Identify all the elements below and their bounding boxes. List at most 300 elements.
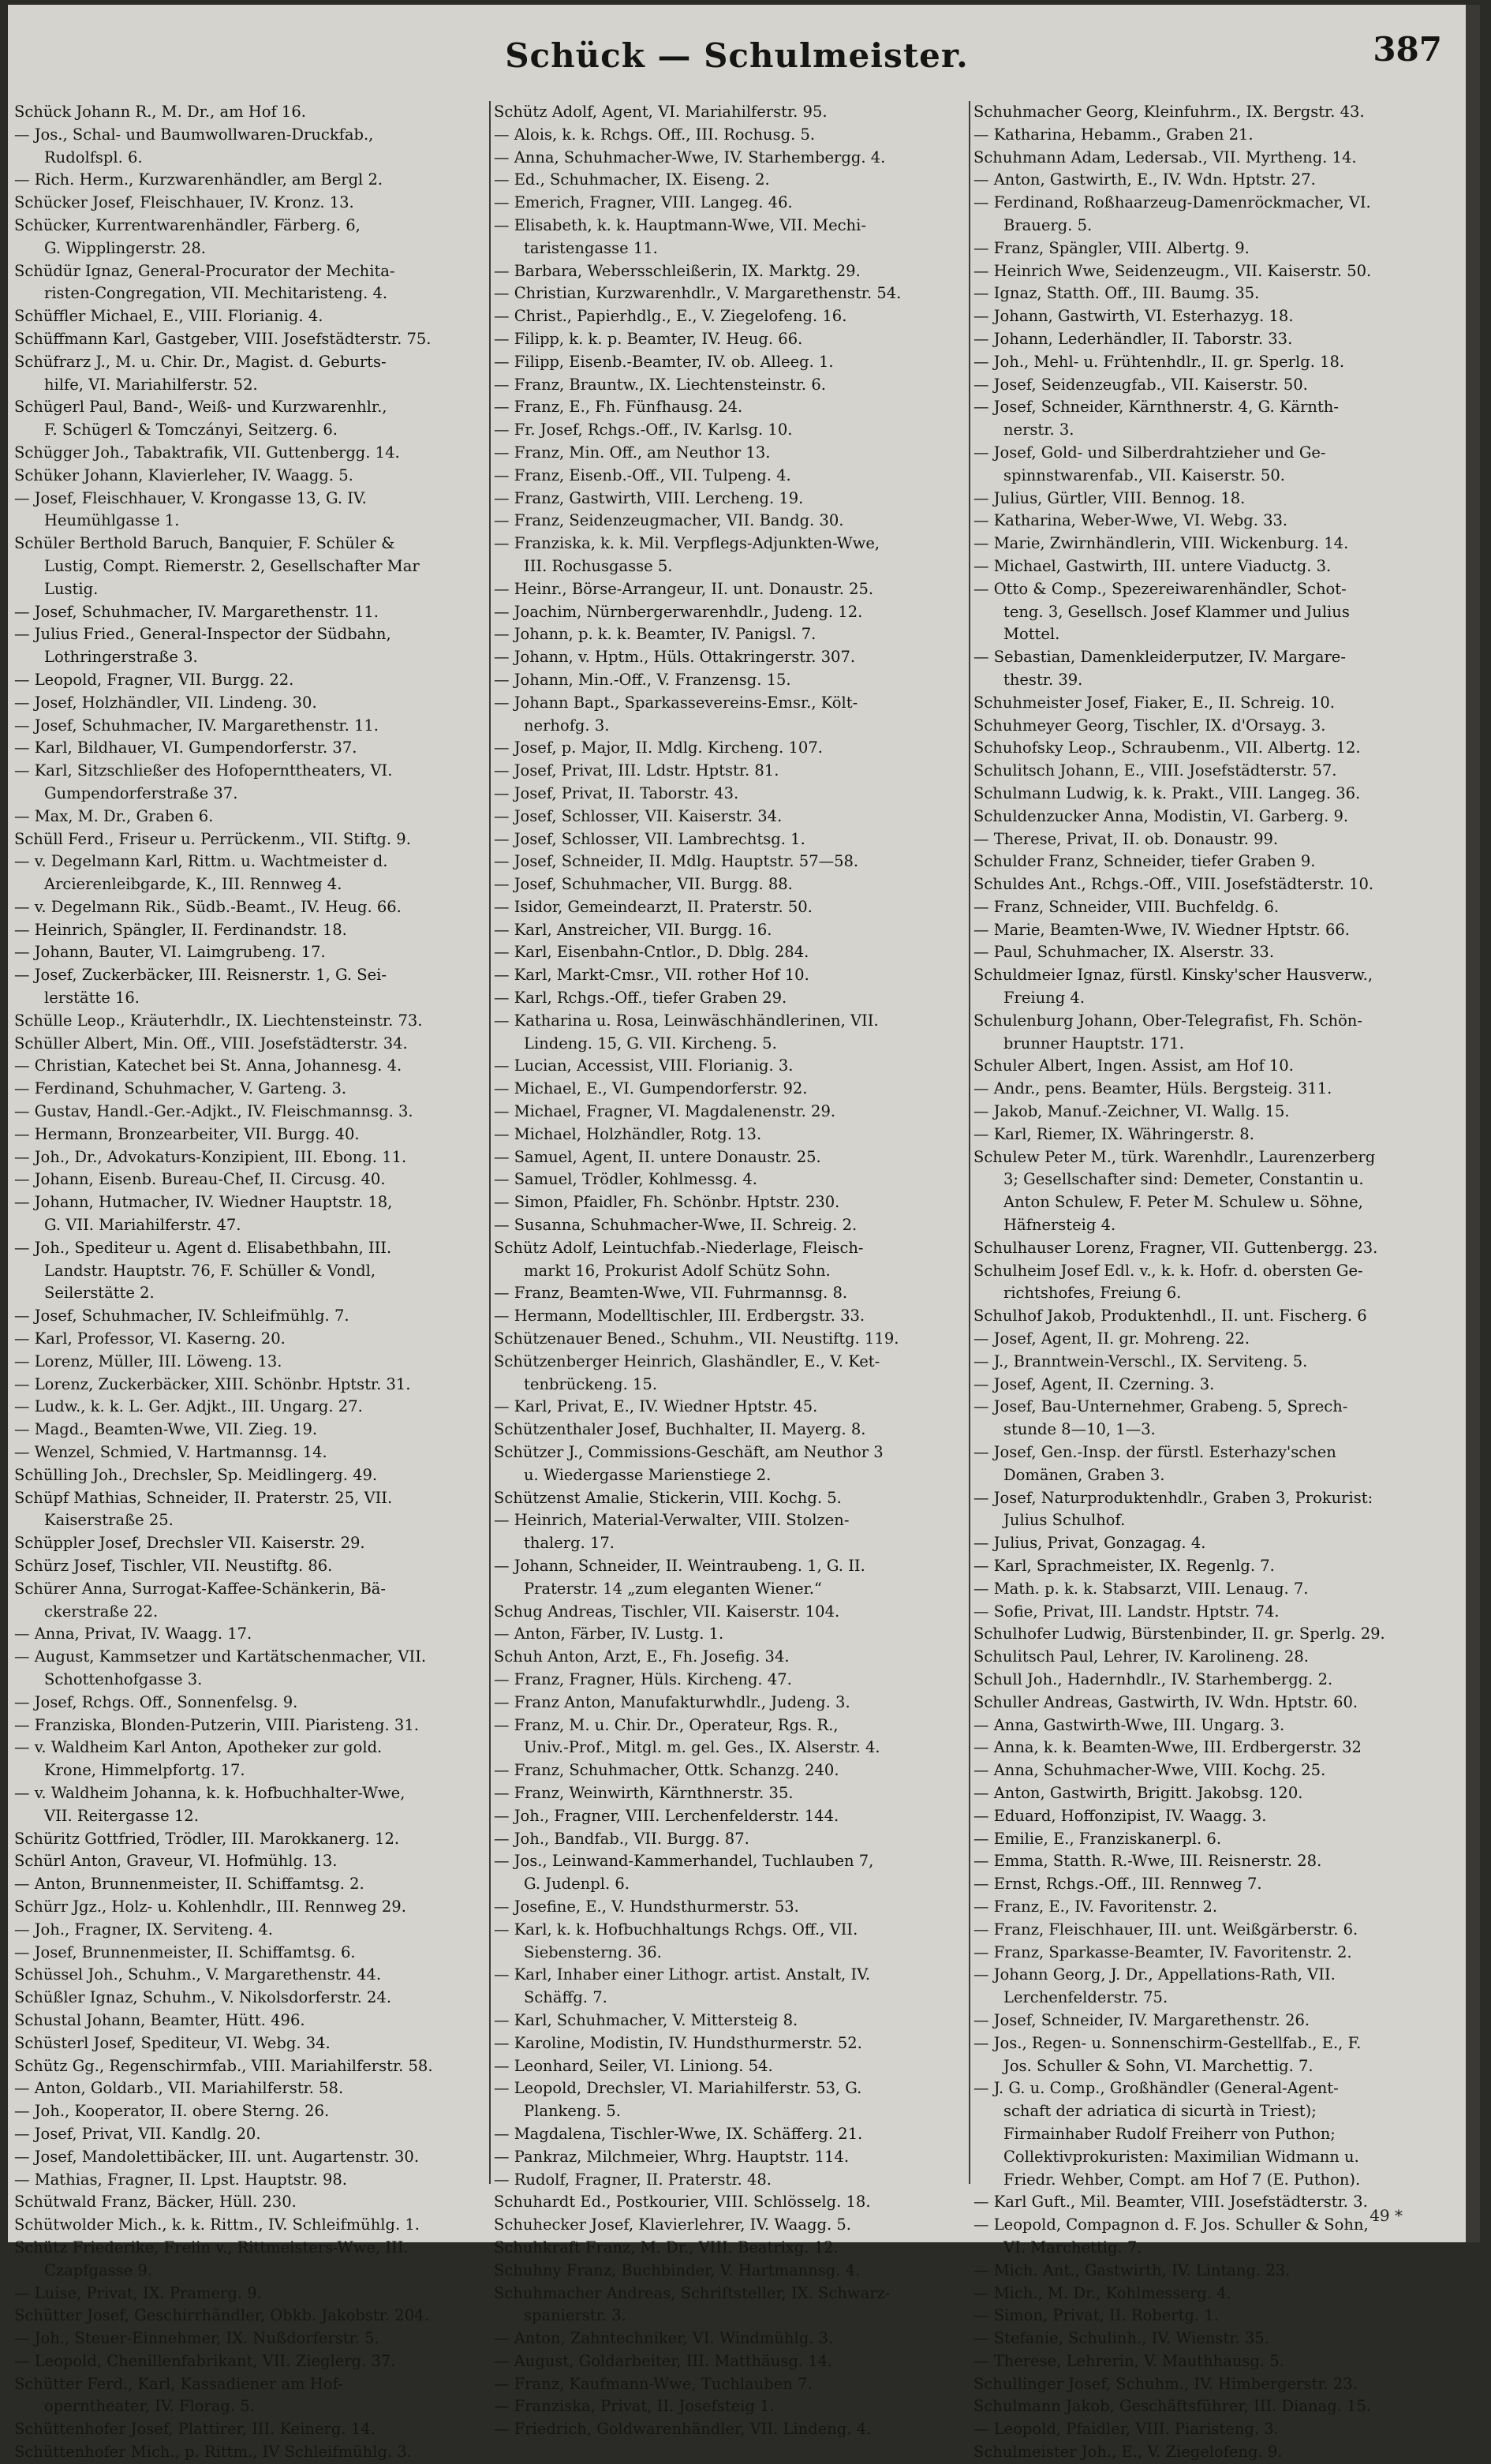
directory-entry: Schuhny Franz, Buchbinder, V. Hartmannsg. 4. (494, 2260, 861, 2279)
directory-entry-continuation: ckerstraße 22. (44, 1602, 159, 1621)
directory-entry: — Otto & Comp., Spezereiwarenhändler, Schot- (973, 579, 1347, 598)
directory-entry: — Johann, Bauter, VI. Laimgrubeng. 17. (14, 943, 326, 962)
directory-entry: — August, Kammsetzer und Kartätschenmacher, VII. (14, 1647, 427, 1666)
directory-entry: Schüffmann Karl, Gastgeber, VIII. Josefstädterstr. 75. (14, 329, 432, 348)
directory-entry: — Joh., Dr., Advokaturs-Konzipient, III. Ebong. 11. (14, 1147, 407, 1166)
directory-entry: — Andr., pens. Beamter, Hüls. Bergsteig. 311. (973, 1079, 1332, 1098)
directory-entry: — Josef, Privat, II. Taborstr. 43. (494, 783, 739, 802)
directory-entry: — Franz, Spängler, VIII. Albertg. 9. (973, 238, 1250, 257)
directory-entry: — Karl, Professor, VI. Kaserng. 20. (14, 1329, 286, 1348)
directory-entry: — Ignaz, Statth. Off., III. Baumg. 35. (973, 284, 1260, 303)
directory-entry-continuation: Jos. Schuller & Sohn, VI. Marchettig. 7. (1003, 2056, 1314, 2075)
directory-entry: — Heinr., Börse-Arrangeur, II. unt. Donaustr. 25. (494, 579, 874, 598)
directory-entry: Schüttenhofer Mich., p. Rittm., IV Schleifmühlg. 3. (14, 2443, 412, 2462)
directory-entry: Schuhmeyer Georg, Tischler, IX. d'Orsayg. 3. (973, 716, 1326, 735)
directory-entry: — Josef, Schneider, IV. Margarethenstr. 26. (973, 2010, 1310, 2029)
directory-entry: Schuldes Ant., Rchgs.-Off., VIII. Josefstädterstr. 10. (973, 875, 1374, 894)
directory-entry: — Josef, Schuhmacher, IV. Margarethenstr. 11. (14, 602, 379, 621)
directory-entry: — Leopold, Drechsler, VI. Mariahilferstr. 53, G. (494, 2079, 862, 2098)
directory-entry: Schütz Gg., Regenschirmfab., VIII. Mariahilferstr. 58. (14, 2056, 433, 2075)
directory-entry: — Anton, Zahntechniker, VI. Windmühlg. 3. (494, 2329, 834, 2348)
directory-entry-continuation: 3; Gesellschafter sind: Demeter, Constantin u. (1003, 1170, 1364, 1189)
directory-entry-continuation: Rudolfspl. 6. (44, 148, 143, 166)
directory-entry: — Anna, k. k. Beamten-Wwe, III. Erdbergerstr. 32 (973, 1738, 1362, 1757)
directory-entry: Schulhofer Ludwig, Bürstenbinder, II. gr. Sperlg. 29. (973, 1625, 1385, 1643)
directory-entry: — Josef, Agent, II. gr. Mohreng. 22. (973, 1329, 1250, 1348)
directory-entry: Schütwald Franz, Bäcker, Hüll. 230. (14, 2193, 297, 2212)
directory-entry: — Leopold, Fragner, VII. Burgg. 22. (14, 670, 294, 689)
directory-entry: — Franz, Schuhmacher, Ottk. Schanzg. 240. (494, 1761, 839, 1780)
directory-entry: — Karl, Schuhmacher, V. Mittersteig 8. (494, 2010, 798, 2029)
directory-entry: — Samuel, Trödler, Kohlmessg. 4. (494, 1170, 757, 1189)
directory-entry: — Lucian, Accessist, VIII. Florianig. 3. (494, 1056, 794, 1075)
page-number: 387 (1373, 30, 1442, 69)
directory-entry: — Sofie, Privat, III. Landstr. Hptstr. 74. (973, 1602, 1280, 1621)
directory-entry: — Franz, Eisenb.-Off., VII. Tulpeng. 4. (494, 466, 791, 484)
directory-entry: — Josefine, E., V. Hundsthurmerstr. 53. (494, 1897, 799, 1916)
directory-entry: — Wenzel, Schmied, V. Hartmannsg. 14. (14, 1443, 327, 1462)
directory-entry-continuation: lerstätte 16. (44, 989, 140, 1008)
directory-entry: — Karl, Markt-Cmsr., VII. rother Hof 10. (494, 966, 809, 985)
directory-entry: — Elisabeth, k. k. Hauptmann-Wwe, VII. Mechi- (494, 215, 866, 234)
directory-entry: — Karl, Inhaber einer Lithogr. artist. Anstalt, IV. (494, 1965, 871, 1984)
directory-entry: — Christian, Katechet bei St. Anna, Johannesg. 4. (14, 1056, 402, 1075)
directory-entry: Schütter Ferd., Karl, Kassadiener am Hof- (14, 2374, 343, 2393)
directory-entry-continuation: Plankeng. 5. (524, 2102, 621, 2121)
directory-entry: Schuhmann Adam, Ledersab., VII. Myrtheng. 14. (973, 148, 1357, 166)
directory-entry: Schüsterl Josef, Spediteur, VI. Webg. 34. (14, 2033, 331, 2052)
directory-entry: Schuldenzucker Anna, Modistin, VI. Garberg. 9. (973, 806, 1349, 825)
directory-entry-continuation: Lothringerstraße 3. (44, 648, 198, 667)
directory-entry: — J. G. u. Comp., Großhändler (General-Agent- (973, 2079, 1339, 2098)
directory-entry-continuation: teng. 3, Gesellsch. Josef Klammer und Julius (1003, 602, 1350, 621)
directory-entry: — August, Goldarbeiter, III. Matthäusg. 14. (494, 2351, 833, 2370)
directory-entry: — Anna, Gastwirth-Wwe, III. Ungarg. 3. (973, 1715, 1285, 1734)
directory-entry: Schügerl Paul, Band-, Weiß- und Kurzwarenhlr., (14, 398, 387, 417)
directory-entry: Schütwolder Mich., k. k. Rittm., IV. Schleifmühlg. 1. (14, 2215, 420, 2234)
directory-entry-continuation: Anton Schulew, F. Peter M. Schulew u. Söhne, (1003, 1193, 1363, 1212)
directory-entry: — Katharina, Weber-Wwe, VI. Webg. 33. (973, 511, 1288, 530)
directory-entry-continuation: Schottenhofgasse 3. (44, 1669, 203, 1688)
directory-entry: — v. Degelmann Karl, Rittm. u. Wachtmeister d. (14, 852, 388, 871)
directory-entry: Schulder Franz, Schneider, tiefer Graben 9. (973, 852, 1316, 871)
directory-entry: Schüppler Josef, Drechsler VII. Kaiserstr. 29. (14, 1534, 365, 1553)
directory-entry: — Josef, Gold- und Silberdrahtzieher und Ge- (973, 443, 1326, 462)
directory-entry: — Ferdinand, Roßhaarzeug-Damenröckmacher, VI. (973, 193, 1371, 212)
directory-entry: — Joh., Fragner, IX. Serviteng. 4. (14, 1920, 273, 1939)
directory-entry: — Leonhard, Seiler, VI. Liniong. 54. (494, 2056, 773, 2075)
directory-entry-continuation: Kaiserstraße 25. (44, 1511, 174, 1530)
directory-entry: — Rudolf, Fragner, II. Praterstr. 48. (494, 2170, 772, 2189)
directory-entry: Schüßler Ignaz, Schuhm., V. Nikolsdorferstr. 24. (14, 1988, 392, 2007)
directory-entry: — Josef, Gen.-Insp. der fürstl. Esterhazy'schen (973, 1443, 1336, 1462)
directory-entry-continuation: Gumpendorferstraße 37. (44, 783, 238, 802)
directory-entry: — Ed., Schuhmacher, IX. Eiseng. 2. (494, 170, 770, 189)
directory-entry: — Karoline, Modistin, IV. Hundsthurmerstr. 52. (494, 2033, 862, 2052)
directory-entry: — Michael, E., VI. Gumpendorferstr. 92. (494, 1079, 808, 1098)
directory-entry: — Josef, Privat, III. Ldstr. Hptstr. 81. (494, 761, 779, 780)
directory-entry: — Therese, Privat, II. ob. Donaustr. 99. (973, 829, 1279, 848)
directory-entry: — Johann, Eisenb. Bureau-Chef, II. Circusg. 40. (14, 1170, 386, 1189)
directory-entry: Schulmann Ludwig, k. k. Prakt., VIII. Langeg. 36. (973, 783, 1361, 802)
directory-entry: Schug Andreas, Tischler, VII. Kaiserstr. 104. (494, 1602, 840, 1621)
directory-entry: — Lorenz, Zuckerbäcker, XIII. Schönbr. Hptstr. 31. (14, 1374, 411, 1393)
directory-entry: — Christ., Papierhdlg., E., V. Ziegelofeng. 16. (494, 307, 847, 326)
directory-entry: — Josef, Zuckerbäcker, III. Reisnerstr. 1, G. Sei- (14, 966, 387, 985)
directory-entry: — Anna, Schuhmacher-Wwe, IV. Starhembergg. 4. (494, 148, 886, 166)
directory-entry: — Susanna, Schuhmacher-Wwe, II. Schreig. 2. (494, 1216, 858, 1235)
directory-entry: — Josef, Schlosser, VII. Lambrechtsg. 1. (494, 829, 805, 848)
directory-entry-continuation: brunner Hauptstr. 171. (1003, 1034, 1184, 1053)
directory-entry: — Anton, Färber, IV. Lustg. 1. (494, 1625, 724, 1643)
directory-entry-continuation: Collektivprokuristen: Maximilian Widmann u. (1003, 2147, 1359, 2166)
directory-entry: — Mathias, Fragner, II. Lpst. Hauptstr. 98. (14, 2170, 348, 2189)
directory-entry: — Marie, Beamten-Wwe, IV. Wiedner Hptstr. 66. (973, 920, 1351, 939)
directory-entry: Schustal Johann, Beamter, Hütt. 496. (14, 2010, 305, 2029)
directory-entry: — Jos., Schal- und Baumwollwaren-Druckfab., (14, 125, 374, 144)
signature-mark: 49 * (1370, 2206, 1403, 2225)
directory-entry: Schuhardt Ed., Postkourier, VIII. Schlösselg. 18. (494, 2193, 871, 2212)
directory-entry-continuation: Lerchenfelderstr. 75. (1003, 1988, 1168, 2007)
directory-entry: — Josef, Naturproduktenhdlr., Graben 3, Prokurist: (973, 1488, 1373, 1507)
directory-entry: — Heinrich, Material-Verwalter, VIII. Stolzen- (494, 1511, 850, 1530)
directory-entry: — Franz, Fleischhauer, III. unt. Weißgärberstr. 6. (973, 1920, 1358, 1939)
directory-entry: — Leopold, Compagnon d. F. Jos. Schuller & Sohn, (973, 2215, 1369, 2234)
directory-entry: — Franz, Beamten-Wwe, VII. Fuhrmannsg. 8. (494, 1284, 848, 1303)
directory-entry: — Katharina u. Rosa, Leinwäschhändlerinen, VII. (494, 1011, 879, 1030)
directory-entry: — Paul, Schuhmacher, IX. Alserstr. 33. (973, 943, 1275, 962)
directory-entry: — Max, M. Dr., Graben 6. (14, 806, 214, 825)
directory-entry: — Therese, Lehrerin, V. Mauthhausg. 5. (973, 2351, 1284, 2370)
directory-entry-continuation: spinnstwarenfab., VII. Kaiserstr. 50. (1003, 466, 1285, 484)
directory-entry-continuation: thestr. 39. (1003, 670, 1083, 689)
directory-entry: — Isidor, Gemeindearzt, II. Praterstr. 50. (494, 897, 813, 916)
directory-entry-continuation: schaft der adriatica di sicurtà in Triest); (1003, 2102, 1317, 2121)
directory-entry: — Friedrich, Goldwarenhändler, VII. Lindeng. 4. (494, 2420, 872, 2439)
directory-entry: Schüfrarz J., M. u. Chir. Dr., Magist. d. Geburts- (14, 352, 387, 371)
directory-entry: — Johann, v. Hptm., Hüls. Ottakringerstr. 307. (494, 648, 856, 667)
directory-entry: — Johann, Hutmacher, IV. Wiedner Hauptstr. 18, (14, 1193, 393, 1212)
directory-entry-continuation: u. Wiedergasse Marienstiege 2. (524, 1465, 772, 1484)
directory-entry: Schüller Albert, Min. Off., VIII. Josefstädterstr. 34. (14, 1034, 408, 1053)
directory-entry: Schulew Peter M., türk. Warenhdlr., Laurenzerberg (973, 1147, 1376, 1166)
directory-entry-continuation: nerhofg. 3. (524, 716, 610, 735)
directory-entry-continuation: III. Rochusgasse 5. (524, 556, 673, 575)
directory-entry: — Filipp, k. k. p. Beamter, IV. Heug. 66. (494, 329, 803, 348)
directory-entry: — Samuel, Agent, II. untere Donaustr. 25. (494, 1147, 821, 1166)
directory-entry: — Julius, Gürtler, VIII. Bennog. 18. (973, 488, 1246, 507)
directory-entry: — Emerich, Fragner, VIII. Langeg. 46. (494, 193, 793, 212)
directory-entry-continuation: stunde 8—10, 1—3. (1003, 1420, 1156, 1439)
directory-entry-continuation: thalerg. 17. (524, 1534, 615, 1553)
directory-entry: — Magdalena, Tischler-Wwe, IX. Schäfferg. 21. (494, 2124, 863, 2143)
directory-entry: — Joh., Kooperator, II. obere Sterng. 26. (14, 2102, 330, 2121)
directory-entry: — Josef, p. Major, II. Mdlg. Kircheng. 107. (494, 738, 823, 757)
directory-entry: Schüdür Ignaz, General-Procurator der Mechita- (14, 261, 395, 280)
directory-entry: — Karl, Sitzschließer des Hofopernttheaters, VI. (14, 761, 393, 780)
directory-entry: — Karl Guft., Mil. Beamter, VIII. Josefstädterstr. 3. (973, 2193, 1368, 2212)
directory-entry: Schütz Adolf, Agent, VI. Mariahilferstr. 95. (494, 103, 828, 121)
directory-entry: — Franz, Brauntw., IX. Liechtensteinstr. 6. (494, 375, 826, 394)
directory-entry: Schüler Berthold Baruch, Banquier, F. Schüler & (14, 534, 395, 553)
directory-entry: — Franz, Schneider, VIII. Buchfeldg. 6. (973, 897, 1280, 916)
directory-entry: — Mich., M. Dr., Kohlmesserg. 4. (973, 2283, 1231, 2302)
directory-entry: — Jos., Leinwand-Kammerhandel, Tuchlauben 7, (494, 1852, 874, 1871)
directory-entry-continuation: Freiung 4. (1003, 989, 1086, 1008)
directory-entry: — Rich. Herm., Kurzwarenhändler, am Bergl 2. (14, 170, 383, 189)
directory-entry: — Pankraz, Milchmeier, Whrg. Hauptstr. 114. (494, 2147, 850, 2166)
directory-entry-continuation: Häfnersteig 4. (1003, 1216, 1116, 1235)
directory-entry-continuation: Julius Schulhof. (1003, 1511, 1126, 1530)
directory-entry: Schürr Jgz., Holz- u. Kohlenhdlr., III. Rennweg 29. (14, 1897, 406, 1916)
directory-entry: — Johann, Schneider, II. Weintraubeng. 1, G. II. (494, 1557, 865, 1575)
directory-entry: Schulhauser Lorenz, Fragner, VII. Guttenbergg. 23. (973, 1238, 1378, 1257)
directory-entry-continuation: Landstr. Hauptstr. 76, F. Schüller & Vondl, (44, 1261, 376, 1280)
directory-entry-continuation: Brauerg. 5. (1003, 215, 1093, 234)
directory-entry: — Johann, Lederhändler, II. Taborstr. 33. (973, 329, 1293, 348)
directory-entry: — Filipp, Eisenb.-Beamter, IV. ob. Alleeg. 1. (494, 352, 834, 371)
directory-entry-continuation: Heumühlgasse 1. (44, 511, 180, 530)
directory-entry: Schützer J., Commissions-Geschäft, am Neuthor 3 (494, 1443, 884, 1462)
directory-entry: — Franz, Sparkasse-Beamter, IV. Favoritenstr. 2. (973, 1942, 1352, 1961)
directory-entry: — Christian, Kurzwarenhdlr., V. Margarethenstr. 54. (494, 284, 902, 303)
directory-entry: Schuhmacher Georg, Kleinfuhrm., IX. Bergstr. 43. (973, 103, 1365, 121)
directory-entry: — Franz, Gastwirth, VIII. Lercheng. 19. (494, 488, 804, 507)
directory-entry: — Anton, Gastwirth, Brigitt. Jakobsg. 120. (973, 1783, 1303, 1802)
directory-entry: Schüffler Michael, E., VIII. Florianig. 4. (14, 307, 323, 326)
directory-entry-continuation: Krone, Himmelpfortg. 17. (44, 1761, 245, 1780)
directory-entry: Schuhecker Josef, Klavierlehrer, IV. Waagg. 5. (494, 2215, 851, 2234)
directory-entry-continuation: Seilerstätte 2. (44, 1284, 155, 1303)
directory-entry: — Franz, Min. Off., am Neuthor 13. (494, 443, 771, 462)
directory-entry: — Emma, Statth. R.-Wwe, III. Reisnerstr. 28. (973, 1852, 1322, 1871)
directory-entry: — Mich. Ant., Gastwirth, IV. Lintang. 23. (973, 2260, 1291, 2279)
directory-entry: — Josef, Schuhmacher, VII. Burgg. 88. (494, 875, 793, 894)
directory-entry: — Franz Anton, Manufakturwhdlr., Judeng. 3. (494, 1692, 850, 1711)
directory-entry-continuation: nerstr. 3. (1003, 421, 1074, 439)
directory-entry: Schüssel Joh., Schuhm., V. Margarethenstr. 44. (14, 1965, 382, 1984)
directory-entry: — Julius Fried., General-Inspector der Südbahn, (14, 625, 391, 644)
directory-entry-continuation: Schäffg. 7. (524, 1988, 607, 2007)
directory-entry-continuation: Lindeng. 15, G. VII. Kircheng. 5. (524, 1034, 777, 1053)
directory-entry: — Johann, Min.-Off., V. Franzensg. 15. (494, 670, 791, 689)
directory-entry: Schuhmacher Andreas, Schriftsteller, IX. Schwarz- (494, 2283, 891, 2302)
directory-entry: Schürl Anton, Graveur, VI. Hofmühlg. 13. (14, 1852, 338, 1871)
directory-entry: — Simon, Privat, II. Robertg. 1. (973, 2306, 1219, 2325)
directory-entry: — Stefanie, Schulinh., IV. Wienstr. 35. (973, 2329, 1269, 2348)
directory-column-1 (14, 101, 484, 2462)
directory-entry: — Karl, Riemer, IX. Währingerstr. 8. (973, 1124, 1254, 1143)
directory-entry: Schuhkraft Franz, M. Dr., VIII. Beatrixg. 12. (494, 2238, 839, 2256)
directory-entry: — J., Branntwein-Verschl., IX. Serviteng. 5. (973, 1352, 1308, 1370)
directory-entry: — Simon, Pfaidler, Fh. Schönbr. Hptstr. 230. (494, 1193, 840, 1212)
directory-entry: — Josef, Mandolettibäcker, III. unt. Augartenstr. 30. (14, 2147, 420, 2166)
directory-entry-continuation: G. Judenpl. 6. (524, 1875, 630, 1894)
directory-entry: Schücker, Kurrentwarenhändler, Färberg. 6, (14, 215, 361, 234)
directory-entry: — Karl, k. k. Hofbuchhaltungs Rchgs. Off., VII. (494, 1920, 858, 1939)
directory-entry: — Josef, Schneider, II. Mdlg. Hauptstr. 57—58. (494, 852, 859, 871)
directory-entry: — Luise, Privat, IX. Pramerg. 9. (14, 2283, 262, 2302)
directory-entry: — Hermann, Modelltischler, III. Erdbergstr. 33. (494, 1307, 865, 1325)
directory-entry: Schulhof Jakob, Produktenhdl., II. unt. Fischerg. 6 (973, 1307, 1367, 1325)
directory-entry: — Franziska, Privat, II. Josefsteig 1. (494, 2397, 775, 2416)
directory-entry: Schützenst Amalie, Stickerin, VIII. Kochg. 5. (494, 1488, 842, 1507)
directory-entry: — Josef, Schneider, Kärnthnerstr. 4, G. Kärnth- (973, 398, 1339, 417)
directory-entry: — Karl, Bildhauer, VI. Gumpendorferstr. 37. (14, 738, 357, 757)
directory-entry: — Franz, E., Fh. Fünfhausg. 24. (494, 398, 743, 417)
directory-entry-continuation: G. Wipplingerstr. 28. (44, 238, 206, 257)
directory-entry: — Anton, Brunnenmeister, II. Schiffamtsg. 2. (14, 1875, 364, 1894)
directory-entry: — Joh., Bandfab., VII. Burgg. 87. (494, 1829, 749, 1848)
directory-entry: — Hermann, Bronzearbeiter, VII. Burgg. 40. (14, 1124, 360, 1143)
directory-entry: — Josef, Schuhmacher, IV. Margarethenstr. 11. (14, 716, 379, 735)
directory-entry: — Josef, Seidenzeugfab., VII. Kaiserstr. 50. (973, 375, 1308, 394)
directory-entry: Schüll Ferd., Friseur u. Perrückenm., VII. Stiftg. 9. (14, 829, 411, 848)
directory-entry: — Jos., Regen- u. Sonnenschirm-Gestellfab., E., F. (973, 2033, 1362, 2052)
directory-entry: — Jakob, Manuf.-Zeichner, VI. Wallg. 15. (973, 1102, 1290, 1121)
directory-entry: — Michael, Fragner, VI. Magdalenenstr. 29. (494, 1102, 836, 1121)
directory-entry-continuation: tenbrückeng. 15. (524, 1374, 658, 1393)
directory-entry: Schuhmeister Josef, Fiaker, E., II. Schreig. 10. (973, 693, 1335, 712)
directory-entry: — Heinrich Wwe, Seidenzeugm., VII. Kaiserstr. 50. (973, 261, 1372, 280)
directory-entry: Schürz Josef, Tischler, VII. Neustiftg. 86. (14, 1557, 333, 1575)
directory-entry: — v. Waldheim Johanna, k. k. Hofbuchhalter-Wwe, (14, 1783, 405, 1802)
directory-entry: — Josef, Schlosser, VII. Kaiserstr. 34. (494, 806, 783, 825)
directory-entry: — Heinrich, Spängler, II. Ferdinandstr. 18. (14, 920, 347, 939)
page-header (8, 28, 1466, 84)
directory-entry: — Franz, Seidenzeugmacher, VII. Bandg. 30. (494, 511, 844, 530)
directory-entry: Schülle Leop., Kräuterhdlr., IX. Liechtensteinstr. 73. (14, 1011, 423, 1030)
directory-entry: Schuller Andreas, Gastwirth, IV. Wdn. Hptstr. 60. (973, 1692, 1358, 1711)
directory-entry: — Josef, Holzhändler, VII. Lindeng. 30. (14, 693, 317, 712)
directory-entry: Schüpf Mathias, Schneider, II. Praterstr. 25, VII. (14, 1488, 393, 1507)
directory-entry: Schützenberger Heinrich, Glashändler, E., V. Ket- (494, 1352, 880, 1370)
directory-entry-continuation: risten-Congregation, VII. Mechitaristeng. 4. (44, 284, 388, 303)
directory-entry: — Leopold, Chenillenfabrikant, VII. Zieglerg. 37. (14, 2351, 396, 2370)
directory-entry: — Johann Georg, J. Dr., Appellations-Rath, VII. (973, 1965, 1336, 1984)
directory-entry-continuation: spanierstr. 3. (524, 2306, 626, 2325)
directory-entry: — Magd., Beamten-Wwe, VII. Zieg. 19. (14, 1420, 318, 1439)
directory-entry-continuation: taristengasse 11. (524, 238, 658, 257)
directory-entry: Schütz Adolf, Leintuchfab.-Niederlage, Fleisch- (494, 1238, 864, 1257)
directory-entry: — Josef, Rchgs. Off., Sonnenfelsg. 9. (14, 1692, 298, 1711)
directory-entry: — Karl, Rchgs.-Off., tiefer Graben 29. (494, 989, 787, 1008)
directory-entry: — Anton, Gastwirth, E., IV. Wdn. Hptstr. 27. (973, 170, 1316, 189)
directory-entry: Schügger Joh., Tabaktrafik, VII. Guttenbergg. 14. (14, 443, 400, 462)
directory-entry: Schützenauer Bened., Schuhm., VII. Neustiftg. 119. (494, 1329, 899, 1348)
directory-entry-continuation: F. Schügerl & Tomczányi, Seitzerg. 6. (44, 421, 338, 439)
directory-entry-continuation: Lustig. (44, 579, 99, 598)
directory-entry: — Math. p. k. k. Stabsarzt, VIII. Lenaug. 7. (973, 1579, 1309, 1598)
directory-column-2 (494, 101, 964, 2439)
directory-entry-continuation: richtshofes, Freiung 6. (1003, 1284, 1182, 1303)
directory-entry: Schull Joh., Hadernhdlr., IV. Starhembergg. 2. (973, 1669, 1333, 1688)
directory-entry: — Anna, Schuhmacher-Wwe, VIII. Kochg. 25. (973, 1761, 1326, 1780)
directory-entry: — Eduard, Hoffonzipist, IV. Waagg. 3. (973, 1806, 1267, 1825)
directory-entry: — v. Degelmann Rik., Südb.-Beamt., IV. Heug. 66. (14, 897, 402, 916)
directory-entry: Schuhofsky Leop., Schraubenm., VII. Albertg. 12. (973, 738, 1361, 757)
directory-entry: Schulitsch Paul, Lehrer, IV. Karolineng. 28. (973, 1647, 1309, 1666)
directory-entry: — Franziska, Blonden-Putzerin, VIII. Piaristeng. 31. (14, 1715, 419, 1734)
directory-entry-continuation: Firmainhaber Rudolf Freiherr von Puthon; (1003, 2124, 1336, 2143)
directory-entry: — Sebastian, Damenkleiderputzer, IV. Margare- (973, 648, 1346, 667)
directory-entry: — Franz, Kaufmann-Wwe, Tuchlauben 7. (494, 2374, 813, 2393)
directory-entry-continuation: Siebensterng. 36. (524, 1942, 662, 1961)
directory-entry: — Michael, Holzhändler, Rotg. 13. (494, 1124, 762, 1143)
directory-entry: — Josef, Schuhmacher, IV. Schleifmühlg. 7. (14, 1307, 349, 1325)
directory-entry: — Franz, M. u. Chir. Dr., Operateur, Rgs. R., (494, 1715, 839, 1734)
directory-entry: — Joh., Mehl- u. Frühtenhdlr., II. gr. Sperlg. 18. (973, 352, 1345, 371)
directory-entry: — Josef, Agent, II. Czerning. 3. (973, 1374, 1215, 1393)
directory-entry-continuation: Lustig, Compt. Riemerstr. 2, Gesellschafter Mar (44, 556, 420, 575)
directory-entry: — Lorenz, Müller, III. Löweng. 13. (14, 1352, 282, 1370)
directory-entry: Schüritz Gottfried, Trödler, III. Marokkanerg. 12. (14, 1829, 400, 1848)
directory-entry: — Anton, Goldarb., VII. Mariahilferstr. 58. (14, 2079, 344, 2098)
directory-entry: Schulenburg Johann, Ober-Telegrafist, Fh. Schön- (973, 1011, 1362, 1030)
directory-entry: Schulheim Josef Edl. v., k. k. Hofr. d. obersten Ge- (973, 1261, 1363, 1280)
directory-entry: Schücker Josef, Fleischhauer, IV. Kronz. 13. (14, 193, 354, 212)
directory-entry-continuation: Mottel. (1003, 625, 1060, 644)
directory-entry: — Julius, Privat, Gonzagag. 4. (973, 1534, 1206, 1553)
directory-entry: — Johann Bapt., Sparkassevereins-Emsr., Költ- (494, 693, 858, 712)
directory-entry: — Karl, Sprachmeister, IX. Regenlg. 7. (973, 1557, 1275, 1575)
directory-entry: Schuh Anton, Arzt, E., Fh. Josefig. 34. (494, 1647, 790, 1666)
running-title: Schück — Schulmeister. (505, 36, 969, 75)
directory-entry: Schulmann Jakob, Geschäftsführer, III. Dianag. 15. (973, 2397, 1372, 2416)
directory-entry: — Joh., Spediteur u. Agent d. Elisabethbahn, III. (14, 1238, 392, 1257)
directory-entry-continuation: hilfe, VI. Mariahilferstr. 52. (44, 375, 258, 394)
directory-entry: — Anna, Privat, IV. Waagg. 17. (14, 1625, 252, 1643)
directory-entry: Schulmeister Joh., E., V. Ziegelofeng. 9. (973, 2443, 1283, 2462)
directory-entry: Schuldmeier Ignaz, fürstl. Kinsky'scher Hausverw., (973, 966, 1373, 985)
directory-page (8, 5, 1480, 2462)
directory-entry-continuation: Domänen, Graben 3. (1003, 1465, 1165, 1484)
directory-entry-continuation: Czapfgasse 9. (44, 2260, 152, 2279)
directory-entry: — Franz, Fragner, Hüls. Kircheng. 47. (494, 1669, 792, 1688)
directory-entry-continuation: Praterstr. 14 „zum eleganten Wiener.“ (524, 1579, 822, 1598)
directory-entry: — Emilie, E., Franziskanerpl. 6. (973, 1829, 1222, 1848)
directory-entry: — Joh., Steuer-Einnehmer, IX. Nußdorferstr. 5. (14, 2329, 379, 2348)
directory-entry-continuation: VI. Marchettig. 7. (1003, 2238, 1142, 2256)
directory-entry: Schülling Joh., Drechsler, Sp. Meidlingerg. 49. (14, 1465, 378, 1484)
directory-entry-continuation: markt 16, Prokurist Adolf Schütz Sohn. (524, 1261, 831, 1280)
directory-entry: Schüttenhofer Josef, Plattirer, III. Keinerg. 14. (14, 2420, 376, 2439)
directory-entry: — Joh., Fragner, VIII. Lerchenfelderstr. 144. (494, 1806, 839, 1825)
directory-entry: — Johann, Gastwirth, VI. Esterhazyg. 18. (973, 307, 1294, 326)
directory-entry-continuation: Friedr. Wehber, Compt. am Hof 7 (E. Puthon). (1003, 2170, 1361, 2189)
directory-entry: Schüker Johann, Klavierleher, IV. Waagg. 5. (14, 466, 353, 484)
directory-entry: Schütz Friederike, Freiin v., Rittmeisters-Wwe, III. (14, 2238, 409, 2256)
directory-entry: — Katharina, Hebamm., Graben 21. (973, 125, 1254, 144)
directory-entry: — v. Waldheim Karl Anton, Apotheker zur gold. (14, 1738, 383, 1757)
directory-entry: — Joachim, Nürnbergerwarenhdlr., Judeng. 12. (494, 602, 863, 621)
directory-entry: — Karl, Anstreicher, VII. Burgg. 16. (494, 920, 772, 939)
directory-entry: — Franziska, k. k. Mil. Verpflegs-Adjunkten-Wwe, (494, 534, 880, 553)
directory-entry: — Johann, p. k. k. Beamter, IV. Panigsl. 7. (494, 625, 816, 644)
directory-entry: — Barbara, Webersschleißerin, IX. Marktg. 29. (494, 261, 861, 280)
directory-entry-continuation: Univ.-Prof., Mitgl. m. gel. Ges., IX. Alserstr. 4. (524, 1738, 880, 1757)
directory-entry: Schützenthaler Josef, Buchhalter, II. Mayerg. 8. (494, 1420, 866, 1439)
directory-entry-continuation: VII. Reitergasse 12. (44, 1806, 199, 1825)
directory-columns (8, 101, 1466, 2462)
directory-entry-continuation: Arcierenleibgarde, K., III. Rennweg 4. (44, 875, 342, 894)
directory-entry: — Josef, Privat, VII. Kandlg. 20. (14, 2124, 261, 2143)
directory-entry: — Josef, Brunnenmeister, II. Schiffamtsg. 6. (14, 1942, 356, 1961)
directory-entry: — Josef, Fleischhauer, V. Krongasse 13, G. IV. (14, 488, 367, 507)
directory-entry: — Fr. Josef, Rchgs.-Off., IV. Karlsg. 10. (494, 421, 793, 439)
directory-entry: Schütter Josef, Geschirrhändler, Obkb. Jakobstr. 204. (14, 2306, 429, 2325)
directory-entry: Schuler Albert, Ingen. Assist, am Hof 10. (973, 1056, 1294, 1075)
